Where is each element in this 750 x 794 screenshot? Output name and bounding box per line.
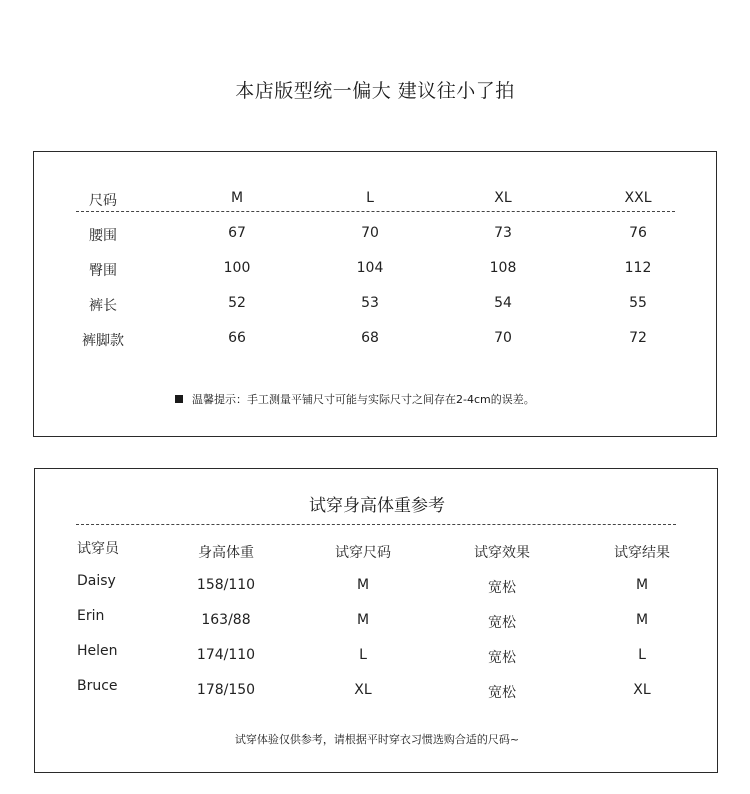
size-cell: 104 xyxy=(356,260,384,276)
fit-cell: 158/110 xyxy=(196,577,256,593)
size-row-label: 裤长 xyxy=(89,298,117,314)
size-chart-box xyxy=(33,151,717,437)
fit-cell: 174/110 xyxy=(196,647,256,663)
size-cell: 52 xyxy=(228,295,246,311)
fit-cell: L xyxy=(359,647,367,663)
fit-reference-note: 试穿体验仅供参考，请根据平时穿衣习惯选购合适的尺码~ xyxy=(234,733,520,746)
size-header-divider xyxy=(76,211,675,212)
size-cell: 70 xyxy=(494,330,512,346)
size-cell: 53 xyxy=(361,295,379,311)
size-cell: 100 xyxy=(223,260,251,276)
size-cell: 66 xyxy=(228,330,246,346)
fit-title-divider xyxy=(76,524,676,525)
size-row-label: 腰围 xyxy=(89,228,117,244)
size-header-xl: XL xyxy=(494,190,512,206)
fit-cell: M xyxy=(635,577,649,593)
fit-header-size: 试穿尺码 xyxy=(335,545,391,561)
size-cell: 54 xyxy=(494,295,512,311)
size-cell: 70 xyxy=(361,225,379,241)
size-header-xxl: XXL xyxy=(624,190,652,206)
size-cell: 68 xyxy=(361,330,379,346)
fit-tester-name: Daisy xyxy=(77,573,116,589)
fit-cell: 163/88 xyxy=(201,612,251,628)
fit-cell: M xyxy=(356,577,370,593)
fit-cell: M xyxy=(356,612,370,628)
size-cell: 55 xyxy=(629,295,647,311)
size-row-label: 裤脚款 xyxy=(82,333,124,349)
size-row-label: 臀围 xyxy=(89,263,117,279)
bullet-square-icon xyxy=(175,395,183,403)
size-cell: 72 xyxy=(629,330,647,346)
size-cell: 112 xyxy=(624,260,652,276)
size-cell: 108 xyxy=(489,260,517,276)
fit-header-result: 试穿结果 xyxy=(614,545,670,561)
fit-cell: M xyxy=(635,612,649,628)
fit-cell: XL xyxy=(633,682,651,698)
size-tip xyxy=(175,391,535,407)
size-header-label: 尺码 xyxy=(89,193,117,209)
fit-cell: 宽松 xyxy=(488,685,516,701)
fit-cell: 宽松 xyxy=(488,580,516,596)
fit-header-effect: 试穿效果 xyxy=(474,545,530,561)
fit-header-height-weight: 身高体重 xyxy=(198,545,254,561)
size-header-m: M xyxy=(230,190,244,206)
fit-tester-name: Bruce xyxy=(77,678,118,694)
fit-header-tester: 试穿员 xyxy=(77,541,119,557)
size-cell: 76 xyxy=(629,225,647,241)
fit-cell: 178/150 xyxy=(196,682,256,698)
page-headline: 本店版型统一偏大 建议往小了拍 xyxy=(235,80,515,102)
fit-tester-name: Helen xyxy=(77,643,118,659)
fit-reference-title: 试穿身高体重参考 xyxy=(309,496,445,516)
size-cell: 73 xyxy=(494,225,512,241)
fit-cell: XL xyxy=(354,682,372,698)
fit-reference-box xyxy=(34,468,718,773)
fit-tester-name: Erin xyxy=(77,608,105,624)
size-cell: 67 xyxy=(228,225,246,241)
fit-cell: 宽松 xyxy=(488,650,516,666)
size-header-l: L xyxy=(366,190,374,206)
fit-cell: 宽松 xyxy=(488,615,516,631)
size-tip-text: 温馨提示：手工测量平铺尺寸可能与实际尺寸之间存在2-4cm的误差。 xyxy=(192,393,535,406)
fit-cell: L xyxy=(638,647,646,663)
